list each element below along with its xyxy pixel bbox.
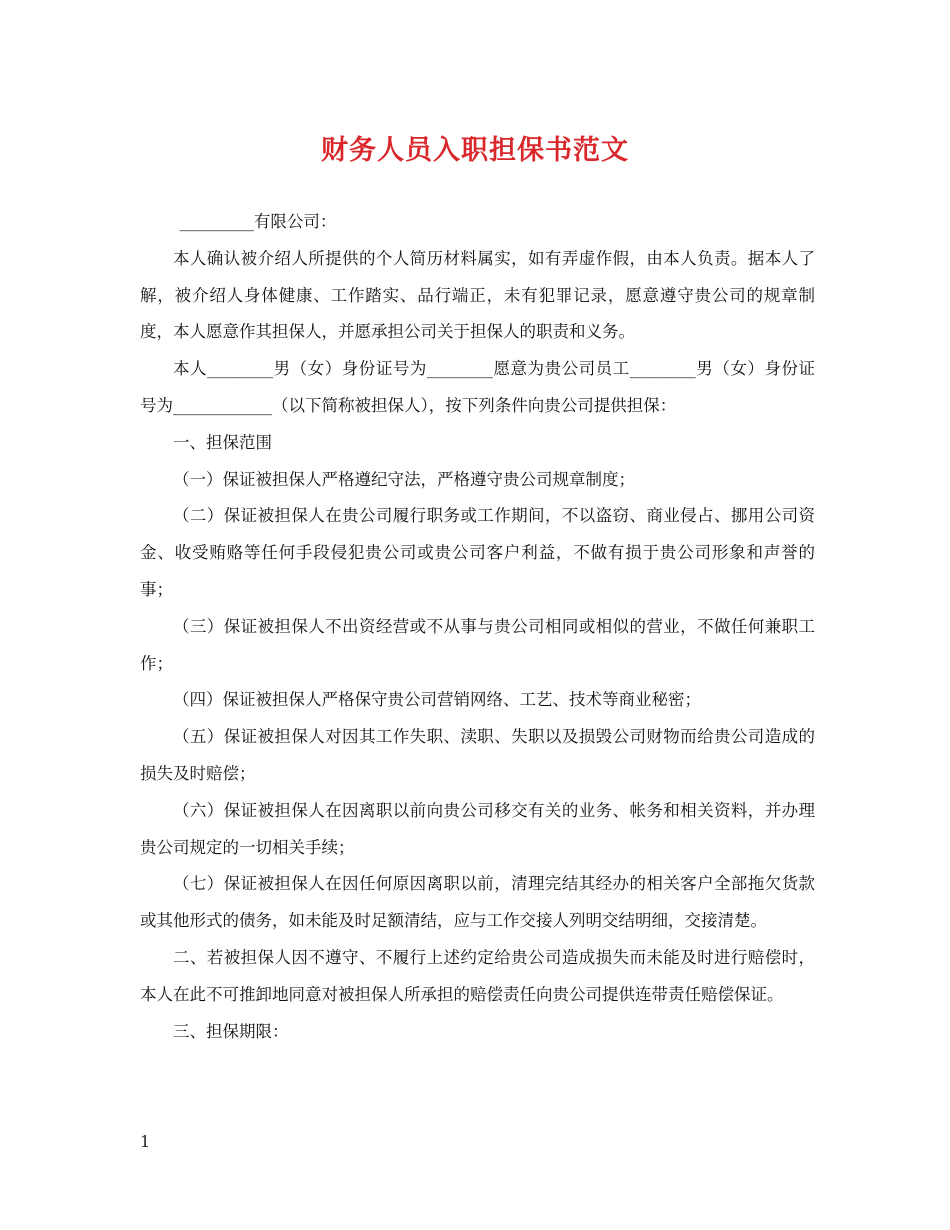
clause-1: （一）保证被担保人严格遵纪守法，严格遵守贵公司规章制度； [173,469,635,489]
clause-4: （四）保证被担保人严格保守贵公司营销网络、工艺、技术等商业秘密； [173,690,701,710]
clause-2: （二）保证被担保人在贵公司履行职务或工作期间，不以盗窃、商业侵占、挪用公司资金、收受贿赂等任何手段侵犯贵公司或贵公司客户利益，不做有损于贵公司形象和声誉的事； [140,506,815,599]
addressee-line: _________有限公司： [179,212,337,231]
page-number: 1 [140,1132,151,1151]
clause-6: （六）保证被担保人在因离职以前向贵公司移交有关的业务、帐务和相关资料，并办理贵公司规定的一切相关手续； [140,800,815,857]
section-heading-term: 三、担保期限： [173,1021,289,1041]
page-title: 财务人员入职担保书范文 [321,135,629,166]
clause-3: （三）保证被担保人不出资经营或不从事与贵公司相同或相似的营业，不做任何兼职工作； [140,616,815,673]
document-body [140,204,815,1050]
clause-5: （五）保证被担保人对因其工作失职、渎职、失职以及损毁公司财物而给贵公司造成的损失及时赔偿； [140,727,815,783]
paragraph-guarantor-identity: 本人________男（女）身份证号为________愿意为贵公司员工________男（女）身份证号为____________（以下简称被担保人），按下列条件向贵公司提供担保： [140,359,815,415]
clause-7: （七）保证被担保人在因任何原因离职以前，清理完结其经办的相关客户全部拖欠货款或其他形式的债务，如未能及时足额清结，应与工作交接人列明交结明细，交接清楚。 [140,874,815,931]
section-heading-scope: 一、担保范围 [173,432,272,452]
paragraph-confirmation: 本人确认被介绍人所提供的个人简历材料属实，如有弄虚作假，由本人负责。据本人了解，被介绍人身体健康、工作踏实、品行端正，未有犯罪记录，愿意遵守贵公司的规章制度，本人愿意作其担保人，并愿承担公司关于担保人的职责和义务。 [140,248,815,342]
section-2-liability: 二、若被担保人因不遵守、不履行上述约定给贵公司造成损失而未能及时进行赔偿时，本人在此不可推卸地同意对被担保人所承担的赔偿责任向贵公司提供连带责任赔偿保证。 [140,947,815,1004]
